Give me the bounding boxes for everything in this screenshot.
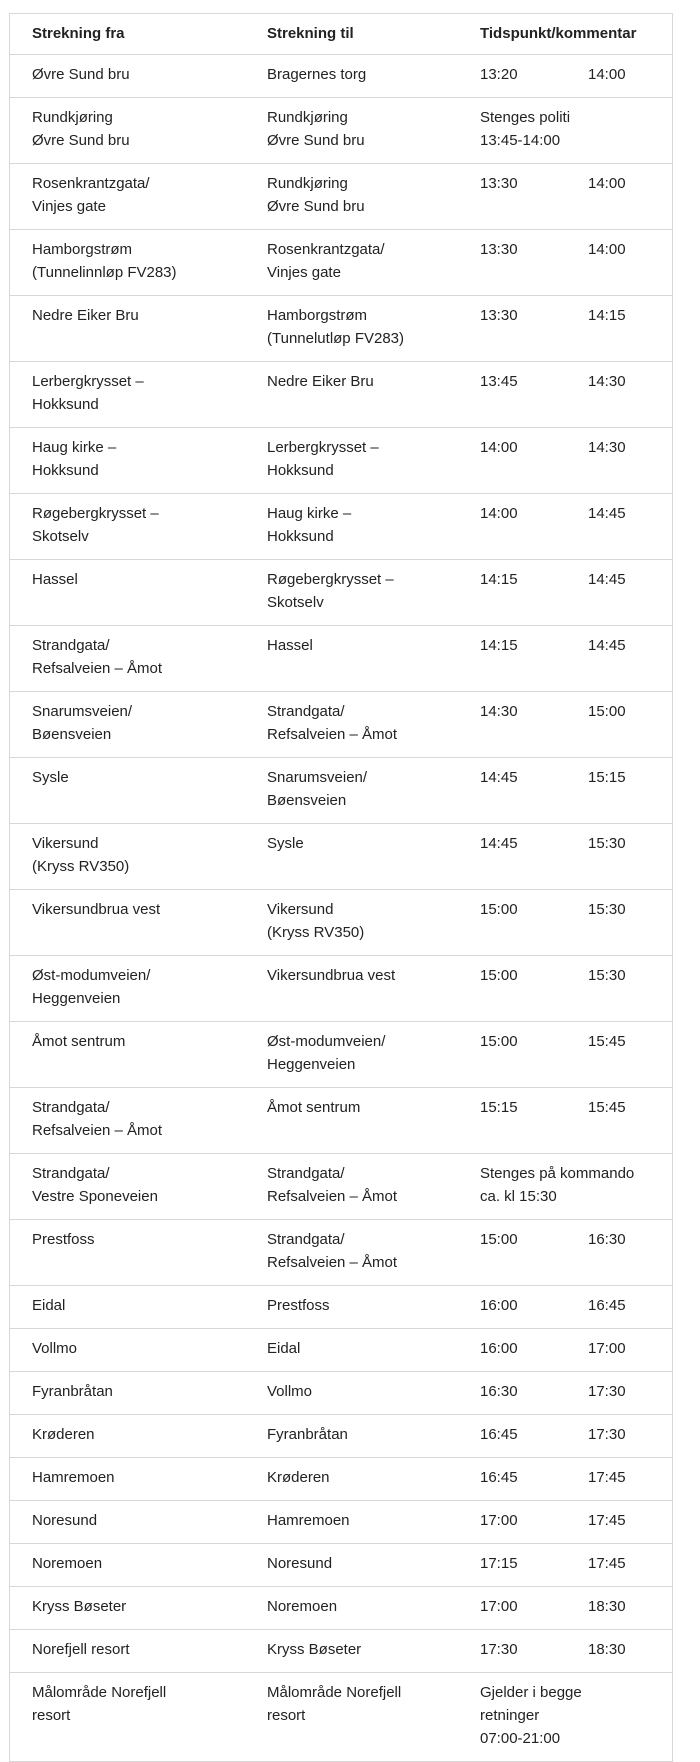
cell-from-line: Eidal bbox=[32, 1297, 66, 1314]
cell-from-line: Bøensveien bbox=[32, 726, 112, 743]
header-time: Tidspunkt/kommentar bbox=[458, 14, 672, 55]
end-time: 17:45 bbox=[588, 1555, 626, 1572]
cell-from-line: resort bbox=[32, 1707, 71, 1724]
table-body bbox=[10, 55, 672, 1762]
table-row bbox=[10, 296, 672, 362]
table-row bbox=[10, 1372, 672, 1415]
table-row bbox=[10, 1022, 672, 1088]
cell-from-line: Refsalveien – Åmot bbox=[32, 660, 163, 677]
end-time: 15:30 bbox=[588, 967, 626, 984]
cell-from-line: Rosenkrantzgata/ bbox=[32, 175, 150, 192]
cell-from bbox=[10, 1501, 245, 1544]
time-pair bbox=[480, 1595, 672, 1618]
cell-from-line: Sysle bbox=[32, 769, 69, 786]
table-row bbox=[10, 362, 672, 428]
cell-to bbox=[245, 1372, 458, 1415]
time-pair bbox=[480, 1423, 672, 1446]
start-time: 13:30 bbox=[480, 241, 518, 258]
cell-to bbox=[245, 626, 458, 692]
cell-from-line: Øst-modumveien/ bbox=[32, 967, 151, 984]
table-row bbox=[10, 1088, 672, 1154]
table-row bbox=[10, 1286, 672, 1329]
cell-to-line: (Kryss RV350) bbox=[267, 924, 365, 941]
cell-to-line: Eidal bbox=[267, 1340, 301, 1357]
table-row bbox=[10, 494, 672, 560]
table-row bbox=[10, 626, 672, 692]
cell-to bbox=[245, 1673, 458, 1762]
cell-to-line: Haug kirke – bbox=[267, 505, 352, 522]
end-time: 18:30 bbox=[588, 1641, 626, 1658]
cell-from bbox=[10, 626, 245, 692]
cell-time bbox=[458, 1329, 672, 1372]
end-time: 14:00 bbox=[588, 66, 626, 83]
cell-from-line: Nedre Eiker Bru bbox=[32, 307, 139, 324]
table-row bbox=[10, 1544, 672, 1587]
cell-to bbox=[245, 428, 458, 494]
cell-to-line: Hokksund bbox=[267, 462, 334, 479]
cell-from-line: Vollmo bbox=[32, 1340, 78, 1357]
cell-from bbox=[10, 1673, 245, 1762]
cell-to-line: Hokksund bbox=[267, 528, 334, 545]
table-row bbox=[10, 230, 672, 296]
cell-from-line: Krøderen bbox=[32, 1426, 95, 1443]
time-pair bbox=[480, 832, 672, 855]
time-pair bbox=[480, 370, 672, 393]
cell-to bbox=[245, 98, 458, 164]
cell-to-line: Hassel bbox=[267, 637, 313, 654]
table-row bbox=[10, 890, 672, 956]
cell-from bbox=[10, 1415, 245, 1458]
start-time: 17:30 bbox=[480, 1641, 518, 1658]
cell-from-line: Hassel bbox=[32, 571, 78, 588]
cell-time bbox=[458, 230, 672, 296]
cell-to bbox=[245, 1630, 458, 1673]
time-pair bbox=[480, 634, 672, 657]
cell-to bbox=[245, 1220, 458, 1286]
cell-from bbox=[10, 296, 245, 362]
cell-from-line: Lerbergkrysset – bbox=[32, 373, 144, 390]
cell-time bbox=[458, 758, 672, 824]
cell-time bbox=[458, 428, 672, 494]
cell-to-line: (Tunnelutløp FV283) bbox=[267, 330, 405, 347]
time-pair bbox=[480, 1638, 672, 1661]
cell-from-line: Hamremoen bbox=[32, 1469, 115, 1486]
cell-from-line: Strandgata/ bbox=[32, 1099, 110, 1116]
cell-to bbox=[245, 1329, 458, 1372]
cell-time bbox=[458, 1501, 672, 1544]
cell-comment bbox=[458, 1154, 672, 1220]
cell-time bbox=[458, 1458, 672, 1501]
cell-from bbox=[10, 428, 245, 494]
cell-to-line: Strandgata/ bbox=[267, 1165, 345, 1182]
cell-from bbox=[10, 758, 245, 824]
start-time: 17:15 bbox=[480, 1555, 518, 1572]
cell-time bbox=[458, 824, 672, 890]
cell-to-line: Refsalveien – Åmot bbox=[267, 726, 398, 743]
start-time: 13:45 bbox=[480, 373, 518, 390]
end-time: 14:45 bbox=[588, 571, 626, 588]
start-time: 15:15 bbox=[480, 1099, 518, 1116]
cell-to bbox=[245, 1544, 458, 1587]
cell-from-line: Hokksund bbox=[32, 396, 99, 413]
cell-to bbox=[245, 230, 458, 296]
cell-from bbox=[10, 824, 245, 890]
cell-time bbox=[458, 692, 672, 758]
cell-to bbox=[245, 890, 458, 956]
cell-to-line: Rosenkrantzgata/ bbox=[267, 241, 385, 258]
cell-to-line: Heggenveien bbox=[267, 1056, 356, 1073]
cell-to bbox=[245, 1154, 458, 1220]
start-time: 14:00 bbox=[480, 505, 518, 522]
cell-from-line: Målområde Norefjell bbox=[32, 1684, 167, 1701]
time-pair bbox=[480, 436, 672, 459]
cell-to-line: Hamborgstrøm bbox=[267, 307, 368, 324]
cell-to bbox=[245, 55, 458, 98]
end-time: 14:45 bbox=[588, 637, 626, 654]
cell-from-line: Haug kirke – bbox=[32, 439, 117, 456]
cell-to-line: Snarumsveien/ bbox=[267, 769, 368, 786]
start-time: 14:45 bbox=[480, 769, 518, 786]
cell-from-line: Øvre Sund bru bbox=[32, 66, 130, 83]
end-time: 17:45 bbox=[588, 1469, 626, 1486]
cell-from bbox=[10, 1220, 245, 1286]
cell-from bbox=[10, 1458, 245, 1501]
cell-from-line: Røgebergkrysset – bbox=[32, 505, 159, 522]
cell-from-line: Vinjes gate bbox=[32, 198, 106, 215]
end-time: 15:15 bbox=[588, 769, 626, 786]
cell-to-line: Vinjes gate bbox=[267, 264, 341, 281]
cell-time bbox=[458, 956, 672, 1022]
end-time: 14:00 bbox=[588, 175, 626, 192]
cell-from-line: (Kryss RV350) bbox=[32, 858, 130, 875]
cell-to-line: Rundkjøring bbox=[267, 109, 348, 126]
cell-time bbox=[458, 362, 672, 428]
start-time: 13:30 bbox=[480, 307, 518, 324]
cell-from bbox=[10, 560, 245, 626]
start-time: 14:45 bbox=[480, 835, 518, 852]
cell-to-line: Strandgata/ bbox=[267, 703, 345, 720]
cell-from bbox=[10, 1630, 245, 1673]
cell-to bbox=[245, 1286, 458, 1329]
cell-from-line: Strandgata/ bbox=[32, 637, 110, 654]
time-pair bbox=[480, 898, 672, 921]
cell-comment bbox=[458, 1673, 672, 1762]
cell-to bbox=[245, 296, 458, 362]
cell-from bbox=[10, 55, 245, 98]
cell-time bbox=[458, 626, 672, 692]
table-row bbox=[10, 1154, 672, 1220]
cell-to-line: Røgebergkrysset – bbox=[267, 571, 394, 588]
cell-time bbox=[458, 560, 672, 626]
table-row bbox=[10, 1458, 672, 1501]
cell-from-line: Strandgata/ bbox=[32, 1165, 110, 1182]
cell-comment-line: 13:45-14:00 bbox=[480, 132, 561, 149]
start-time: 17:00 bbox=[480, 1598, 518, 1615]
cell-to-line: Bøensveien bbox=[267, 792, 347, 809]
end-time: 17:00 bbox=[588, 1340, 626, 1357]
start-time: 14:30 bbox=[480, 703, 518, 720]
cell-to-line: Hamremoen bbox=[267, 1512, 350, 1529]
end-time: 14:15 bbox=[588, 307, 626, 324]
start-time: 14:15 bbox=[480, 637, 518, 654]
cell-to bbox=[245, 824, 458, 890]
cell-to-line: Skotselv bbox=[267, 594, 324, 611]
cell-to-line: Åmot sentrum bbox=[267, 1099, 361, 1116]
start-time: 13:20 bbox=[480, 66, 518, 83]
table-row bbox=[10, 1220, 672, 1286]
start-time: 15:00 bbox=[480, 901, 518, 918]
end-time: 14:00 bbox=[588, 241, 626, 258]
time-pair bbox=[480, 1228, 672, 1251]
cell-time bbox=[458, 1372, 672, 1415]
cell-from bbox=[10, 1154, 245, 1220]
time-pair bbox=[480, 502, 672, 525]
cell-from bbox=[10, 1587, 245, 1630]
cell-to-line: Lerbergkrysset – bbox=[267, 439, 379, 456]
cell-time bbox=[458, 1587, 672, 1630]
cell-from-line: Vikersundbrua vest bbox=[32, 901, 161, 918]
cell-time bbox=[458, 164, 672, 230]
cell-from-line: Kryss Bøseter bbox=[32, 1598, 127, 1615]
cell-from bbox=[10, 494, 245, 560]
start-time: 16:45 bbox=[480, 1426, 518, 1443]
cell-time bbox=[458, 1415, 672, 1458]
cell-comment-line: Stenges politi bbox=[480, 109, 571, 126]
cell-from bbox=[10, 98, 245, 164]
end-time: 15:30 bbox=[588, 835, 626, 852]
route-table bbox=[10, 14, 672, 1761]
time-pair bbox=[480, 1337, 672, 1360]
cell-from-line: Heggenveien bbox=[32, 990, 121, 1007]
start-time: 15:00 bbox=[480, 967, 518, 984]
cell-comment bbox=[458, 98, 672, 164]
cell-from-line: Noresund bbox=[32, 1512, 98, 1529]
cell-to bbox=[245, 692, 458, 758]
end-time: 15:45 bbox=[588, 1099, 626, 1116]
cell-to bbox=[245, 1458, 458, 1501]
header-to: Strekning til bbox=[245, 14, 458, 55]
table-row bbox=[10, 1587, 672, 1630]
time-pair bbox=[480, 304, 672, 327]
end-time: 14:30 bbox=[588, 373, 626, 390]
cell-to-line: Øst-modumveien/ bbox=[267, 1033, 386, 1050]
cell-from-line: Rundkjøring bbox=[32, 109, 113, 126]
table-row bbox=[10, 1415, 672, 1458]
end-time: 15:30 bbox=[588, 901, 626, 918]
cell-to-line: Vikersundbrua vest bbox=[267, 967, 396, 984]
cell-time bbox=[458, 55, 672, 98]
end-time: 18:30 bbox=[588, 1598, 626, 1615]
cell-time bbox=[458, 296, 672, 362]
cell-to-line: Rundkjøring bbox=[267, 175, 348, 192]
cell-to bbox=[245, 1088, 458, 1154]
time-pair bbox=[480, 766, 672, 789]
end-time: 17:30 bbox=[588, 1383, 626, 1400]
end-time: 16:30 bbox=[588, 1231, 626, 1248]
time-pair bbox=[480, 1552, 672, 1575]
cell-to bbox=[245, 560, 458, 626]
cell-to-line: Øvre Sund bru bbox=[267, 132, 365, 149]
cell-from bbox=[10, 692, 245, 758]
cell-to-line: resort bbox=[267, 1707, 306, 1724]
end-time: 14:45 bbox=[588, 505, 626, 522]
cell-time bbox=[458, 1630, 672, 1673]
cell-to bbox=[245, 758, 458, 824]
table-row bbox=[10, 758, 672, 824]
time-pair bbox=[480, 1509, 672, 1532]
start-time: 13:30 bbox=[480, 175, 518, 192]
cell-to bbox=[245, 1415, 458, 1458]
table-row bbox=[10, 98, 672, 164]
table-row bbox=[10, 1673, 672, 1762]
cell-from-line: Prestfoss bbox=[32, 1231, 95, 1248]
cell-from bbox=[10, 1022, 245, 1088]
cell-to-line: Refsalveien – Åmot bbox=[267, 1254, 398, 1271]
cell-from-line: Fyranbråtan bbox=[32, 1383, 113, 1400]
cell-from bbox=[10, 1286, 245, 1329]
cell-from-line: Hamborgstrøm bbox=[32, 241, 133, 258]
end-time: 15:00 bbox=[588, 703, 626, 720]
cell-to bbox=[245, 164, 458, 230]
cell-from-line: Vestre Sponeveien bbox=[32, 1188, 158, 1205]
cell-time bbox=[458, 1022, 672, 1088]
cell-from-line: Norefjell resort bbox=[32, 1641, 130, 1658]
cell-to-line: Prestfoss bbox=[267, 1297, 330, 1314]
route-table-container bbox=[9, 13, 673, 1762]
cell-from-line: Snarumsveien/ bbox=[32, 703, 133, 720]
cell-from bbox=[10, 890, 245, 956]
cell-from bbox=[10, 1329, 245, 1372]
time-pair bbox=[480, 700, 672, 723]
time-pair bbox=[480, 1380, 672, 1403]
cell-to-line: Sysle bbox=[267, 835, 304, 852]
table-row bbox=[10, 1329, 672, 1372]
cell-to-line: Fyranbråtan bbox=[267, 1426, 348, 1443]
cell-from bbox=[10, 362, 245, 428]
table-row bbox=[10, 560, 672, 626]
cell-comment-line: 07:00-21:00 bbox=[480, 1730, 561, 1747]
start-time: 14:00 bbox=[480, 439, 518, 456]
cell-to-line: Kryss Bøseter bbox=[267, 1641, 362, 1658]
cell-time bbox=[458, 890, 672, 956]
table-row bbox=[10, 1630, 672, 1673]
cell-from bbox=[10, 956, 245, 1022]
cell-to-line: Refsalveien – Åmot bbox=[267, 1188, 398, 1205]
table-header-row bbox=[10, 14, 672, 55]
cell-comment-line: Gjelder i begge bbox=[480, 1684, 582, 1701]
cell-from-line: Øvre Sund bru bbox=[32, 132, 130, 149]
time-pair bbox=[480, 964, 672, 987]
cell-from bbox=[10, 164, 245, 230]
cell-comment-line: Stenges på kommando bbox=[480, 1165, 635, 1182]
time-pair bbox=[480, 238, 672, 261]
cell-time bbox=[458, 1544, 672, 1587]
table-row bbox=[10, 1501, 672, 1544]
start-time: 16:00 bbox=[480, 1297, 518, 1314]
cell-to bbox=[245, 1022, 458, 1088]
cell-to bbox=[245, 494, 458, 560]
cell-from-line: (Tunnelinnløp FV283) bbox=[32, 264, 177, 281]
cell-time bbox=[458, 494, 672, 560]
start-time: 16:00 bbox=[480, 1340, 518, 1357]
time-pair bbox=[480, 568, 672, 591]
cell-to-line: Målområde Norefjell bbox=[267, 1684, 402, 1701]
start-time: 14:15 bbox=[480, 571, 518, 588]
table-row bbox=[10, 956, 672, 1022]
end-time: 17:45 bbox=[588, 1512, 626, 1529]
start-time: 15:00 bbox=[480, 1033, 518, 1050]
cell-to-line: Krøderen bbox=[267, 1469, 330, 1486]
time-pair bbox=[480, 1096, 672, 1119]
cell-from bbox=[10, 1088, 245, 1154]
cell-to-line: Strandgata/ bbox=[267, 1231, 345, 1248]
cell-to-line: Vikersund bbox=[267, 901, 334, 918]
time-pair bbox=[480, 172, 672, 195]
time-pair bbox=[480, 63, 672, 86]
cell-to-line: Bragernes torg bbox=[267, 66, 367, 83]
cell-from-line: Noremoen bbox=[32, 1555, 103, 1572]
table-row bbox=[10, 824, 672, 890]
cell-time bbox=[458, 1286, 672, 1329]
cell-from-line: Åmot sentrum bbox=[32, 1033, 126, 1050]
start-time: 15:00 bbox=[480, 1231, 518, 1248]
cell-to bbox=[245, 1501, 458, 1544]
table-row bbox=[10, 692, 672, 758]
cell-time bbox=[458, 1220, 672, 1286]
end-time: 14:30 bbox=[588, 439, 626, 456]
start-time: 16:45 bbox=[480, 1469, 518, 1486]
table-row bbox=[10, 164, 672, 230]
header-from: Strekning fra bbox=[10, 14, 245, 55]
cell-from bbox=[10, 1544, 245, 1587]
cell-comment-line: ca. kl 15:30 bbox=[480, 1188, 557, 1205]
cell-from bbox=[10, 230, 245, 296]
end-time: 15:45 bbox=[588, 1033, 626, 1050]
cell-to-line: Nedre Eiker Bru bbox=[267, 373, 374, 390]
cell-from-line: Skotselv bbox=[32, 528, 89, 545]
time-pair bbox=[480, 1030, 672, 1053]
cell-to bbox=[245, 362, 458, 428]
start-time: 16:30 bbox=[480, 1383, 518, 1400]
cell-to bbox=[245, 1587, 458, 1630]
time-pair bbox=[480, 1294, 672, 1317]
start-time: 17:00 bbox=[480, 1512, 518, 1529]
end-time: 16:45 bbox=[588, 1297, 626, 1314]
cell-from-line: Vikersund bbox=[32, 835, 99, 852]
cell-to-line: Vollmo bbox=[267, 1383, 313, 1400]
cell-comment-line: retninger bbox=[480, 1707, 540, 1724]
cell-from bbox=[10, 1372, 245, 1415]
cell-to-line: Noremoen bbox=[267, 1598, 338, 1615]
cell-from-line: Refsalveien – Åmot bbox=[32, 1122, 163, 1139]
time-pair bbox=[480, 1466, 672, 1489]
table-row bbox=[10, 428, 672, 494]
cell-to bbox=[245, 956, 458, 1022]
cell-time bbox=[458, 1088, 672, 1154]
cell-to-line: Noresund bbox=[267, 1555, 333, 1572]
cell-from-line: Hokksund bbox=[32, 462, 99, 479]
end-time: 17:30 bbox=[588, 1426, 626, 1443]
table-row bbox=[10, 55, 672, 98]
cell-to-line: Øvre Sund bru bbox=[267, 198, 365, 215]
